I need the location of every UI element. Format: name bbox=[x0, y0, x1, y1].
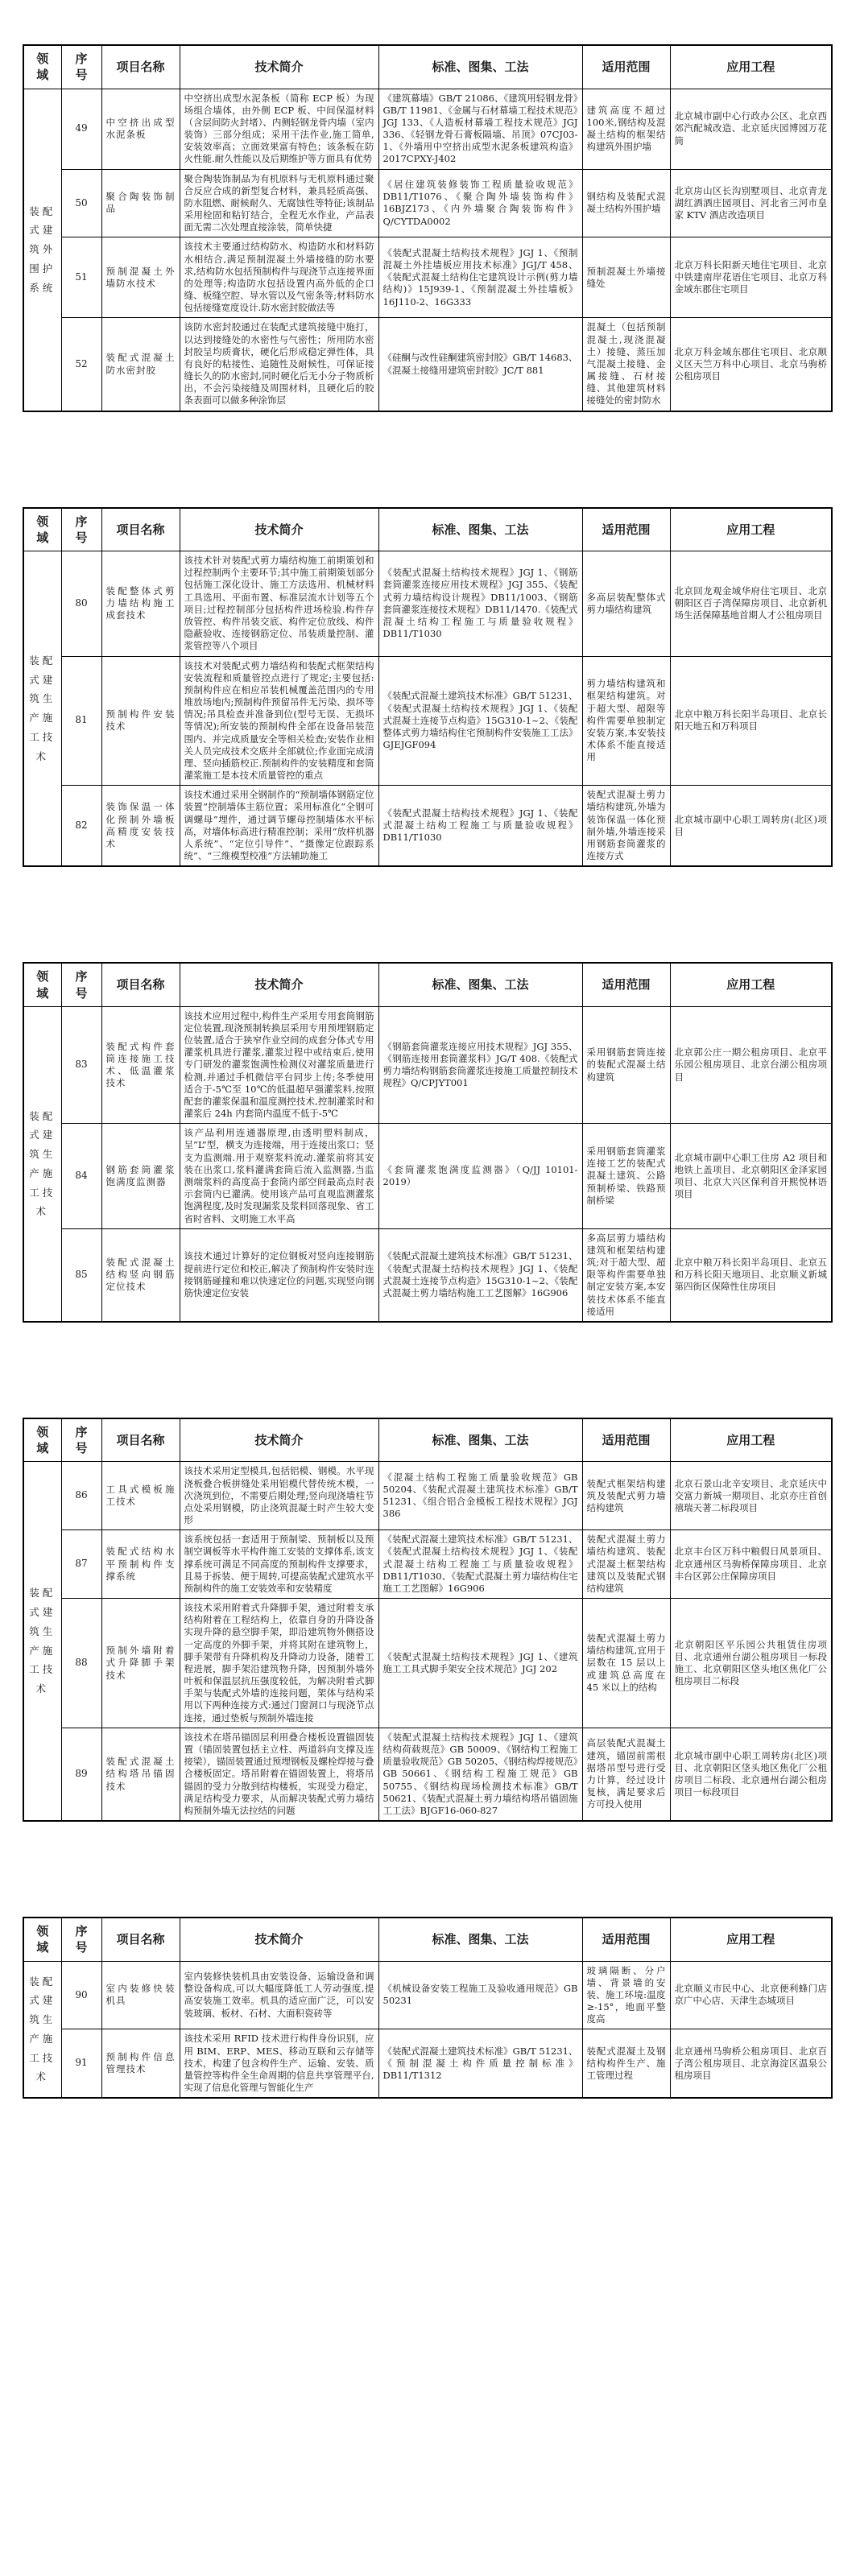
name-header: 项目名称 bbox=[101, 508, 180, 551]
scope-header: 适用范围 bbox=[582, 1918, 670, 1961]
no-header: 序号 bbox=[61, 1918, 101, 1961]
intro-header: 技术简介 bbox=[180, 963, 378, 1006]
projects-cell: 北京房山区长沟别墅项目、北京青龙湖红酒酒庄园项目、河北省三河市皇家 KTV 酒店改造项目 bbox=[670, 169, 832, 237]
no-cell: 87 bbox=[61, 1530, 101, 1599]
projects-header: 应用工程 bbox=[670, 963, 832, 1006]
intro-cell: 聚合陶装饰制品为有机原料与无机原料通过聚合反应合成的新型复合材料，兼具轻质高强、防水阻燃、耐候耐久、无腐蚀性等特征;该制品采用栓固和粘钉结合，全程无水作业，产品表面无需二次处理直接涂装，简单快捷 bbox=[180, 169, 378, 237]
intro-cell: 中空挤出成型水泥条板（简称 ECP 板）为现场组合墙体，由外侧 ECP 板、中间保温材料（含层间防火封堵）、内侧轻钢龙骨内墙（室内装饰）三部分组成；采用干法作业,施工简单,安装效率高；立面效果富有特色；该条板在防火性能.耐久性能以及后期维护等方面具有优势 bbox=[180, 89, 378, 169]
scope-cell: 装配式混凝土剪力墙结构建筑,宜用于层数在 15 层以上或建筑总高度在 45 米以上的结构 bbox=[582, 1599, 670, 1728]
intro-cell: 该系统包括一套适用于预制梁、预制板以及预制空调板等水平构件施工安装的支撑体系,该支撑系统可满足不同高度的预制构件支撑要求，且易于拆装、便于周转,可提高装配式建筑水平预制构件的施工安装效率和安装精度 bbox=[180, 1530, 378, 1599]
intro-cell: 该技术应用过程中,构件生产采用专用套筒钢筋定位装置,现浇预制转换层采用专用预埋钢筋定位装置,适合于狭窄作业空间的成套分体式专用灌浆机具进行灌浆,灌浆过程中或结束后,使用专门研发的灌浆饱满性检测仪对灌浆质量进行检测,并通过手机微信平台同步上传;冬季使用适合于-5℃至 10℃的低温超早强灌浆料,按照配套的灌浆保温和温度测控技术,控制灌浆时和灌浆后 24h 内套筒内温度不低于-5℃ bbox=[180, 1006, 378, 1124]
no-cell: 84 bbox=[61, 1124, 101, 1228]
name-header: 项目名称 bbox=[101, 45, 180, 89]
intro-header: 技术简介 bbox=[180, 508, 378, 551]
table-row bbox=[23, 1006, 832, 1124]
table-row bbox=[23, 89, 832, 169]
intro-cell: 该技术采用附着式升降脚手架，通过附着支承结构附着在工程结构上，依靠自身的升降设备实现升降的悬空脚手架，即沿建筑物外侧搭设一定高度的外脚手架，并将其附在建筑物上，脚手架带有升降机构及升降动力设备，随着工程进展，脚手架沿建筑物升降，因预制外墙外叶板和保温层抗压强度较低，为解决附着式脚手架与装配式外墙的连接问题，架体与结构采用以下两种连接方式:通过门窗洞口与现浇节点连接，通过垫板与预制外墙连接 bbox=[180, 1599, 378, 1728]
projects-cell: 北京朝阳区平乐园公共租赁住房项目、北京通州台湖公租房项目一标段施工、北京朝阳区垡头地区焦化厂公租房项目二标段 bbox=[670, 1599, 832, 1728]
domain-label: 装配式建筑生产施工技术 bbox=[23, 551, 61, 867]
no-cell: 91 bbox=[61, 2029, 101, 2098]
projects-cell: 北京城市副中心职工住房 A2 项目和地铁上盖项目、北京朝阳区金泽家园项目、北京大兴区保利首开熙悦林语项目 bbox=[670, 1124, 832, 1228]
standards-cell: 《装配式混凝土建筑技术标准》GB/T 51231、《装配式混凝土结构技术规程》JGJ 1、《装配式混凝土连接节点构造》15G310-1~2、《装配整体式剪力墙结构住宅预制构件安装施工工法》GJEJGF094 bbox=[378, 656, 582, 786]
projects-header: 应用工程 bbox=[670, 45, 832, 89]
intro-cell: 该产品利用连通器原理,由透明塑料制成，呈“L”型，横支为连接端，用于连接出浆口；竖支为监测端.用于观察浆料流动.灌浆前将其安装在出浆口,浆料灌满套筒后流入监测器,当监测端浆料的高度高于套筒内部空间最高点时表示套筒内已灌满。使用该产品可直观监测灌浆饱满程度,及时发现漏浆及浆料回落现象、省工省时省料、文明施工水平高 bbox=[180, 1124, 378, 1228]
domain-header: 领域 bbox=[23, 963, 61, 1006]
no-cell: 82 bbox=[61, 786, 101, 867]
standards-cell: 《套筒灌浆饱满度监测器》（Q/JJ 10101-2019） bbox=[378, 1124, 582, 1228]
scope-cell: 预制混凝土外墙接缝处 bbox=[582, 237, 670, 318]
name-cell: 装配式构件套筒连接施工技术、低温灌浆技术 bbox=[101, 1006, 180, 1124]
name-header: 项目名称 bbox=[101, 1418, 180, 1462]
projects-cell: 北京万科长阳新天地住宅项目、北京中铁建南岸花语住宅项目、北京万科金域东郡住宅项目 bbox=[670, 237, 832, 318]
name-cell: 钢筋套筒灌浆饱满度监测器 bbox=[101, 1124, 180, 1228]
no-header: 序号 bbox=[61, 45, 101, 89]
name-cell: 装配式混凝土结构塔吊锚固技术 bbox=[101, 1728, 180, 1821]
intro-header: 技术简介 bbox=[180, 1418, 378, 1462]
standards-cell: 《装配式混凝土结构技术规程》JGJ 1、《钢筋套筒灌浆连接应用技术规程》JGJ 355、《装配式剪力墙结构设计规程》DB11/1003、《钢筋套筒灌浆连接技术规程》DB11/1470.《装配式混凝土结构工程施工与质量验收规程》DB11/T1030 bbox=[378, 551, 582, 656]
header-row bbox=[23, 508, 832, 551]
scope-header: 适用范围 bbox=[582, 1418, 670, 1462]
intro-cell: 该技术采用 RFID 技术进行构件身份识别，应用 BIM、ERP、MES、移动互联和云存储等技术，构建了包含构件生产、运输、安装、质量管控等构件全生命周期的信息共享管理平台,实现了信息化管理与智能化生产 bbox=[180, 2029, 378, 2098]
table-row bbox=[23, 1124, 832, 1228]
projects-cell: 北京中粮万科长阳半岛项目、北京长阳天地五和万科项目 bbox=[670, 656, 832, 786]
domain-label: 装配式建筑生产施工技术 bbox=[23, 1462, 61, 1821]
domain-label: 装配式建筑生产施工技术 bbox=[23, 1961, 61, 2098]
scope-cell: 建筑高度不超过100米,钢结构及混凝土结构的框架结构建筑外围护墙 bbox=[582, 89, 670, 169]
intro-cell: 该防水密封胶通过在装配式建筑接缝中施打，以达到接缝处的水密性与气密性；所用防水密封胶呈均质膏状，硬化后形成稳定弹性体，具有良好的粘接性、追随性及耐候性，可保证接缝长久的防水密封,同时硬化后无小分子物质析出，不会污染接缝及周围材料，且硬化后的胶条表面可以做多种涂饰层 bbox=[180, 318, 378, 411]
header-row bbox=[23, 1418, 832, 1462]
domain-label: 装配式建筑外围护系统 bbox=[23, 89, 61, 411]
table-row bbox=[23, 656, 832, 786]
name-cell: 装配式混凝土结构竖向钢筋定位技术 bbox=[101, 1228, 180, 1322]
name-cell: 装配式结构水平预制构件支撑系统 bbox=[101, 1530, 180, 1599]
projects-header: 应用工程 bbox=[670, 1918, 832, 1961]
no-cell: 80 bbox=[61, 551, 101, 656]
no-header: 序号 bbox=[61, 508, 101, 551]
projects-cell: 北京城市副中心职工周转房(北区)项目 bbox=[670, 786, 832, 867]
intro-cell: 该技术对装配式剪力墙结构和装配式框架结构安装流程和质量管控点进行了规定;主要包括:预制构件应在相应吊装机械覆盖范围内的专用堆放场地内;预制构件预留吊件无污染、损坏等情况;吊具检查并准备到位(型号无误、无损坏等情况);所安装的预制构件全部在设备吊装范围内、并完成质量安全等相关检查;安装作业相关人员完成技术交底并全部就位;作业面完成清理、竖向插筋校正.预制构件的安装精度和套筒灌浆施工是本技术质量管控的重点 bbox=[180, 656, 378, 786]
intro-cell: 该技术通过采用全钢制作的“预制墙体钢筋定位装置”控制墙体主筋位置；采用标准化“全钢可调螺母”埋件，通过调节螺母控制墙体水平标高，对墙体标高进行精准控制；采用“放样机器人系统”、“定位引导件”、“摄像定位跟踪系统”、“三维模型校准”方法辅助施工 bbox=[180, 786, 378, 867]
no-cell: 89 bbox=[61, 1728, 101, 1821]
table-row bbox=[23, 786, 832, 867]
catalog-table-5 bbox=[23, 1917, 833, 2099]
table-row bbox=[23, 237, 832, 318]
projects-cell: 北京丰台区万科中粮假日风景项目、北京通州区马驹桥保障房项目、北京丰台区郭公庄保障房项目 bbox=[670, 1530, 832, 1599]
scope-header: 适用范围 bbox=[582, 508, 670, 551]
name-cell: 预制外墙附着式升降脚手架技术 bbox=[101, 1599, 180, 1728]
table-row bbox=[23, 1228, 832, 1322]
scope-header: 适用范围 bbox=[582, 45, 670, 89]
projects-header: 应用工程 bbox=[670, 508, 832, 551]
domain-header: 领域 bbox=[23, 45, 61, 89]
header-row bbox=[23, 1918, 832, 1961]
scope-cell: 装配式混凝土及钢结构构件生产、施工管理过程 bbox=[582, 2029, 670, 2098]
standards-header: 标准、图集、工法 bbox=[378, 45, 582, 89]
domain-label: 装配式建筑生产施工技术 bbox=[23, 1006, 61, 1322]
projects-cell: 北京城市副中心行政办公区、北京西郊汽配城改造、北京延庆园博园万花筒 bbox=[670, 89, 832, 169]
scope-cell: 装配式混凝土剪力墙结构建筑、装配式混凝土框架结构建筑以及装配式钢结构建筑 bbox=[582, 1530, 670, 1599]
scope-cell: 装配式框架结构建筑及装配式剪力墙结构建筑 bbox=[582, 1462, 670, 1530]
projects-cell: 北京郭公庄一期公租房项目、北京平乐园公租房项目、北京台湖公租房项目 bbox=[670, 1006, 832, 1124]
projects-cell: 北京顺义市民中心、北京便利蜂门店京广中心店、天津生态城项目 bbox=[670, 1961, 832, 2029]
domain-header: 领域 bbox=[23, 1418, 61, 1462]
scope-cell: 采用钢筋套筒灌浆连接工艺的装配式混凝土建筑、公路预制桥梁、铁路预制桥梁 bbox=[582, 1124, 670, 1228]
scope-cell: 多高层剪力墙结构建筑和框架结构建筑;对于超大型、超限等构件需要单独制定安装方案,本安装技术体系不能直接适用 bbox=[582, 1228, 670, 1322]
no-cell: 52 bbox=[61, 318, 101, 411]
standards-cell: 《居住建筑装修装饰工程质量验收规范》DB11/T1076、《聚合陶外墙装饰构件》16BJZ173、《内外墙聚合陶装饰构件》Q/CYTDA0002 bbox=[378, 169, 582, 237]
no-cell: 85 bbox=[61, 1228, 101, 1322]
intro-cell: 该技术通过计算好的定位钢板对竖向连接钢筋提前进行定位和校正,解决了预制构件安装时连接钢筋碰撞和难以快速定位的问题,实现竖向钢筋快速定位安装 bbox=[180, 1228, 378, 1322]
intro-cell: 该技术在塔吊锚固层利用叠合楼板设置锚固装置（锚固装置包括主立柱、两道斜向支撑及连接梁），锚固装置通过预埋钢板及螺栓焊接与叠合楼板固定。塔吊附着在锚固装置上，将塔吊锚固的受力分散到结构楼板，实现受力稳定，满足结构受力要求，从而解决装配式剪力墙结构预制外墙无法拉结的问题 bbox=[180, 1728, 378, 1821]
name-cell: 预制构件信息管理技术 bbox=[101, 2029, 180, 2098]
no-header: 序号 bbox=[61, 963, 101, 1006]
name-cell: 室内装修快装机具 bbox=[101, 1961, 180, 2029]
scope-cell: 剪力墙结构建筑和框架结构建筑。对于超大型、超限等构件需要单独制定安装方案,本安装技术体系不能直接适用 bbox=[582, 656, 670, 786]
scope-cell: 装配式混凝土剪力墙结构建筑,外墙为装饰保温一体化预制外墙,外墙连接采用钢筋套筒灌浆的连接方式 bbox=[582, 786, 670, 867]
no-cell: 88 bbox=[61, 1599, 101, 1728]
no-cell: 83 bbox=[61, 1006, 101, 1124]
standards-header: 标准、图集、工法 bbox=[378, 508, 582, 551]
projects-cell: 北京通州马驹桥公租房项目、北京百子湾公租房项目、北京海淀区温泉公租房项目 bbox=[670, 2029, 832, 2098]
standards-header: 标准、图集、工法 bbox=[378, 1418, 582, 1462]
table-row bbox=[23, 169, 832, 237]
domain-header: 领域 bbox=[23, 508, 61, 551]
table-row bbox=[23, 2029, 832, 2098]
catalog-table-3 bbox=[23, 962, 833, 1323]
no-header: 序号 bbox=[61, 1418, 101, 1462]
intro-cell: 室内装修快装机具由安装设备、运输设备和调整设备构成,可以大幅度降低工人劳动强度,提高安装施工效率。机具的适应面广泛，可以安装玻璃、板材、石材、大面积瓷砖等 bbox=[180, 1961, 378, 2029]
name-header: 项目名称 bbox=[101, 1918, 180, 1961]
standards-cell: 《机械设备安装工程施工及验收通用规范》GB 50231 bbox=[378, 1961, 582, 2029]
scope-cell: 采用钢筋套筒连接的装配式混凝土结构建筑 bbox=[582, 1006, 670, 1124]
projects-cell: 北京城市副中心职工周转房(北区)项目、北京朝阳区垡头地区焦化厂公租房项目二标段、北京通州台湖公租房项目一标段项目 bbox=[670, 1728, 832, 1821]
header-row bbox=[23, 45, 832, 89]
standards-cell: 《建筑幕墙》GB/T 21086、《建筑用轻钢龙骨》GB/T 11981、《金属与石材幕墙工程技术规范》JGJ 133、《人造板材幕墙工程技术规范》JGJ 336、《轻钢龙骨石膏板隔墙、吊顶》07CJ03-1、《外墙用中空挤出成型水泥条板建筑构造》2017CPXY-J402 bbox=[378, 89, 582, 169]
standards-cell: 《装配式混凝土结构技术规程》JGJ 1、《建筑施工工具式脚手架安全技术规范》JGJ 202 bbox=[378, 1599, 582, 1728]
standards-cell: 《混凝土结构工程施工质量验收规范》GB 50204、《装配式混凝土建筑技术标准》GB/T 51231、《组合铝合金模板工程技术规程》JGJ 386 bbox=[378, 1462, 582, 1530]
table-row bbox=[23, 318, 832, 411]
table-row bbox=[23, 1462, 832, 1530]
intro-cell: 该技术采用定型模具,包括铝模、钢模。水平现浇板叠合板拼缝处采用铝模代替传统木模，一次浇筑到位，不需要后期处理;竖向现浇墙柱节点处采用钢模，防止浇筑混凝土时产生较大变形 bbox=[180, 1462, 378, 1530]
header-row bbox=[23, 963, 832, 1006]
scope-cell: 多高层装配整体式剪力墙结构建筑 bbox=[582, 551, 670, 656]
intro-header: 技术简介 bbox=[180, 45, 378, 89]
name-cell: 聚合陶装饰制品 bbox=[101, 169, 180, 237]
domain-header: 领域 bbox=[23, 1918, 61, 1961]
name-cell: 预制构件安装技术 bbox=[101, 656, 180, 786]
scope-cell: 玻璃隔断、分户墙、背景墙的安装、施工环境:温度≥-15°，地面平整度高 bbox=[582, 1961, 670, 2029]
standards-cell: 《装配式混凝土结构技术规程》JGJ 1、《装配式混凝土结构工程施工与质量验收规程》DB11/T1030 bbox=[378, 786, 582, 867]
no-cell: 49 bbox=[61, 89, 101, 169]
standards-cell: 《装配式混凝土结构技术规程》JGJ 1、《预制混凝土外挂墙板应用技术标准》JGJ/T 458、《装配式混凝土结构住宅建筑设计示例(剪力墙结构)》15J939-1、《预制混凝土外挂墙板》16J110-2、16G333 bbox=[378, 237, 582, 318]
intro-cell: 该技术主要通过结构防水、构造防水和材料防水相结合,满足预制混凝土外墙接缝的防水要求,结构防水包括预制构件与现浇节点连接界面的处理等;构造防水包括设置内高外低的企口缝、板缝空腔、导水管以及气密条等;材料防水包括接缝宽度设计.防水密封胶做法等 bbox=[180, 237, 378, 318]
projects-header: 应用工程 bbox=[670, 1418, 832, 1462]
standards-header: 标准、图集、工法 bbox=[378, 1918, 582, 1961]
name-cell: 工具式模板施工技术 bbox=[101, 1462, 180, 1530]
name-cell: 中空挤出成型水泥条板 bbox=[101, 89, 180, 169]
standards-cell: 《硅酮与改性硅酮建筑密封胶》GB/T 14683、《混凝土接缝用建筑密封胶》JC/T 881 bbox=[378, 318, 582, 411]
table-row bbox=[23, 1961, 832, 2029]
table-row bbox=[23, 1599, 832, 1728]
catalog-table-1 bbox=[23, 44, 833, 412]
standards-cell: 《装配式混凝土建筑技术标准》GB/T 51231、《装配式混凝土结构技术规程》JGJ 1、《装配式混凝土连接节点构造》15G310-1~2、《装配式混凝土剪力墙结构施工工艺图解》16G906 bbox=[378, 1228, 582, 1322]
no-cell: 90 bbox=[61, 1961, 101, 2029]
intro-cell: 该技术针对装配式剪力墙结构施工前期策划和过程控制两个主要环节;其中施工前期策划部分包括施工深化设计、施工方法选用、机械材料工具选用、平面布置、标准层流水计划等五个项目;过程控制部分包括构件进场检验.构件存放管控、构件吊装交底、构件定位放线、构件隐蔽验收、连接钢筋定位、吊装质量控制、灌浆管控等八个项目 bbox=[180, 551, 378, 656]
table-row bbox=[23, 1728, 832, 1821]
projects-cell: 北京万科金域东郡住宅项目、北京顺义区天竺万科中心项目、北京马驹桥公租房项目 bbox=[670, 318, 832, 411]
standards-header: 标准、图集、工法 bbox=[378, 963, 582, 1006]
scope-cell: 钢结构及装配式混凝土结构外围护墙 bbox=[582, 169, 670, 237]
no-cell: 81 bbox=[61, 656, 101, 786]
intro-header: 技术简介 bbox=[180, 1918, 378, 1961]
standards-cell: 《装配式混凝土结构技术规程》JGJ 1、《建筑结构荷载规范》GB 50009、《钢结构工程施工质量验收规范》GB 50205、《钢结构焊接规范》GB 50661、《钢结构工程施工规范》GB 50755、《钢结构现场检测技术标准》GB/T 50621、《装配式混凝土剪力墙结构塔吊锚固施工工法》BJGF16-060-827 bbox=[378, 1728, 582, 1821]
no-cell: 50 bbox=[61, 169, 101, 237]
no-cell: 51 bbox=[61, 237, 101, 318]
projects-cell: 北京中粮万科长阳半岛项目、北京五和万科长阳天地项目、北京顺义新城第四街区保障性住房项目 bbox=[670, 1228, 832, 1322]
scope-cell: 混凝土（包括预制混凝土,现浇混凝土）接缝、蒸压加气混凝土接缝、金属接缝、石材接缝、其他建筑材料接缝处的密封防水 bbox=[582, 318, 670, 411]
standards-cell: 《钢筋套筒灌浆连接应用技术规程》JGJ 355、《钢筋连接用套筒灌浆料》JG/T 408.《装配式剪力墙结构钢筋套筒灌浆连接施工质量控制技术规程》Q/CPJYT001 bbox=[378, 1006, 582, 1124]
projects-cell: 北京石景山北辛安项目、北京延庆中交富力新城一期项目、北京亦庄首创禧瑞天著二标段项目 bbox=[670, 1462, 832, 1530]
no-cell: 86 bbox=[61, 1462, 101, 1530]
name-cell: 装饰保温一体化预制外墙板高精度安装技术 bbox=[101, 786, 180, 867]
projects-cell: 北京回龙观金域华府住宅项目、北京朝阳区百子湾保障房项目、北京新机场生活保障基地首期人才公租房项目 bbox=[670, 551, 832, 656]
name-header: 项目名称 bbox=[101, 963, 180, 1006]
name-cell: 预制混凝土外墙防水技术 bbox=[101, 237, 180, 318]
catalog-table-2 bbox=[23, 507, 833, 868]
catalog-table-4 bbox=[23, 1418, 833, 1822]
standards-cell: 《装配式混凝土建筑技术标准》GB/T 51231、《预制混凝土构件质量控制标准》DB11/T1312 bbox=[378, 2029, 582, 2098]
name-cell: 装配整体式剪力墙结构施工成套技术 bbox=[101, 551, 180, 656]
standards-cell: 《装配式混凝土建筑技术标准》GB/T 51231、《装配式混凝土结构技术规程》JGJ 1、《装配式混凝土结构工程施工与质量验收规程》DB11/T1030、《装配式混凝土剪力墙结构住宅施工工艺图解》16G906 bbox=[378, 1530, 582, 1599]
table-row bbox=[23, 1530, 832, 1599]
scope-cell: 高层装配式混凝土建筑，锚固前需根据塔吊型号进行受力计算，经过设计复核，满足要求后方可投入使用 bbox=[582, 1728, 670, 1821]
name-cell: 装配式混凝土防水密封胶 bbox=[101, 318, 180, 411]
table-row bbox=[23, 551, 832, 656]
scope-header: 适用范围 bbox=[582, 963, 670, 1006]
